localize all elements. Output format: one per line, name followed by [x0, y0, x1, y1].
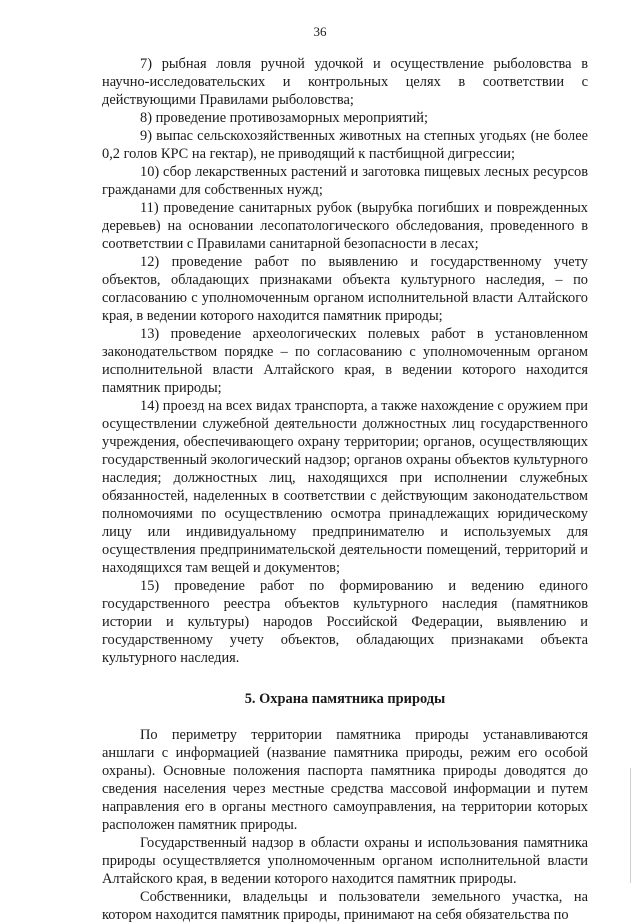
list-item: 7) рыбная ловля ручной удочкой и осуществление рыболовства в научно-исследовательских и контрольных целях в соответствии с действующими Правилами рыболовства; [102, 56, 588, 108]
scan-edge-line [630, 768, 631, 883]
section-heading: 5. Охрана памятника природы [244, 691, 446, 707]
list-item: 14) проезд на всех видах транспорта, а также нахождение с оружием при осуществлении служебной деятельности должностных лиц государственного учреждения, обеспечивающего охрану территории; органов, осуществляющих государственный экологический надзор; органов охраны объектов культурного наследия; должностных лиц, находящихся при исполнении служебных обязанностей, наделенных в соответствии с действующим законодательством полномочиями по осуществлению осмотра принадлежащих юридическому лицу или индивидуальному предпринимателю и используемых для осуществления предпринимательской деятельности помещений, территорий и находящихся там вещей и документов; [102, 398, 588, 576]
list-item: 13) проведение археологических полевых работ в установленном законодательством порядке – по согласованию с уполномоченным органом исполнительной власти Алтайского края, в ведении которого находится памятник природы; [102, 326, 588, 396]
list-item: 15) проведение работ по формированию и ведению единого государственного реестра объектов культурного наследия (памятников истории и культуры) народов Российской Федерации, выявлению и государственному учету объектов, обладающих признаками объекта культурного наследия. [102, 578, 588, 666]
list-item: 9) выпас сельскохозяйственных животных на степных угодьях (не более 0,2 голов КРС на гектар), не приводящий к пастбищной дигрессии; [102, 128, 588, 162]
document-body [102, 55, 588, 924]
section-paragraph: По периметру территории памятника природы устанавливаются аншлаги с информацией (название памятника природы, режим его особой охраны). Основные положения паспорта памятника природы доводятся до сведения населения через местные средства массовой информации и путем направления его в органы местного самоуправления, на территории которых расположен памятник природы. [102, 727, 588, 833]
list-item: 12) проведение работ по выявлению и государственному учету объектов, обладающих признаками объекта культурного наследия, – по согласованию с уполномоченным органом исполнительной власти Алтайского края, в ведении которого находится памятник природы; [102, 254, 588, 324]
list-item: 8) проведение противозаморных мероприятий; [140, 110, 428, 126]
page-number: 36 [313, 24, 327, 39]
list-item: 10) сбор лекарственных растений и заготовка пищевых лесных ресурсов гражданами для собственных нужд; [102, 164, 588, 198]
section-paragraph: Собственники, владельцы и пользователи земельного участка, на котором находится памятник природы, принимают на себя обязательства по [102, 889, 588, 923]
list-item: 11) проведение санитарных рубок (вырубка погибших и поврежденных деревьев) на основании лесопатологического обследования, проведенного в соответствии с Правилами санитарной безопасности в лесах; [102, 200, 588, 252]
section-paragraph: Государственный надзор в области охраны и использования памятника природы осуществляется уполномоченным органом исполнительной власти Алтайского края, в ведении которого находится памятник природы. [102, 835, 588, 887]
